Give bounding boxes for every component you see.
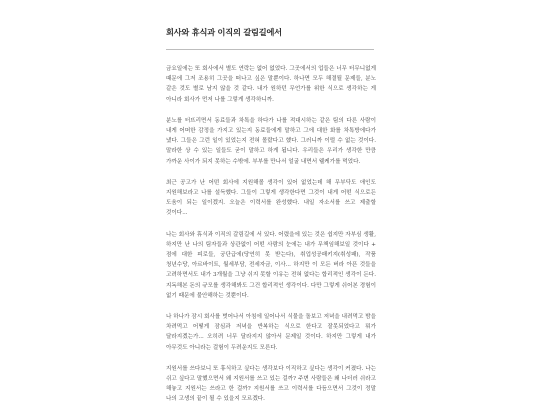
paragraph: 나는 회사와 휴식과 이직의 갈림길에 서 있다. 어렸을에 있는 것은 쉽지만 자부심 생활, 하지만 난 나의 팀자들과 상관없이 어떤 사람의 눈에는 내가 무책임해보일 것이다 + 점에 대한 피로들, 궁단급에(당연히 못 받는다), 취업성공패키지(취성패), 작품 청년수당, 아르바이트, 월세부담, 전세자금, 이사... 하지만 이 모든 버라 아픈 것들을 고려하면서도 내가 3개월을 그냥 쉬지 못할 이유는 전혀 없다는 합리적인 생각이 든다. 지독해본 돈의 규모를 생각해봐도 그건 합리적인 생각이다. 다만 그렇게 쉬어본 경험이 없기 때문에 불안해하는 것뿐이다. <box>166 231 376 299</box>
paragraph: 최근 공고가 난 어떤 회사에 지원해볼 생각이 있어 없었는데 해 무부닥도 애인도 지원해보라고 나를 설득했다. 그들이 그렇게 생각한다면 그것이 내게 어떤 식으로든 도움이 되는 일이겠지. 오늘은 이력서를 완성했다. 내일 자소서를 쓰고 제출할 것이다... <box>166 179 376 217</box>
title-divider <box>166 49 374 50</box>
article <box>166 0 376 405</box>
paragraph: 지원서를 쓰다보니 또 휴식하고 싶다는 생각보다 이직하고 싶다는 생각이 커졌다. 나는 쉬고 싶다고 말했으면서 왜 지원서를 쓰고 있는 걸까? 주변 사람들은 왜 나더러 쉬라고 해놓고 지원서는 쓰라고 한 걸까? 지원서를 쓰고 이력서를 다듬으면서 그것이 정말 나의 고생의 끝이 될 수 있을지 모르겠다. <box>166 365 376 403</box>
paragraph: 분노를 터뜨리면서 동료들과 차톡을 하다가 나를 적대시하는 같은 팀의 다른 사람이 내게 어떠한 감정을 가지고 있는지 동료들에게 말하고 그에 대한 화를 차톡방에다가 냈다. 그들은 그런 일이 있었는지 전혀 몰랐다고 했다. 그러니까 이럴 수 없는 것이다. 말라한 상 수 있는 일들도 굳이 말하고 하게 됩니다. 우리들은 우리가 생각한 만큼 가까운 사이가 되지 못하는 수밖에. 부부를 만나서 얼굴 내면서 웰케가를 먹었다. <box>166 117 376 165</box>
article-body <box>166 64 376 405</box>
paragraph: 금요일에는 또 회사에서 별도 연락는 없어 없었다. 그곳에서의 업들은 너무 터무니없게 때문에 그저 조용히 그곳을 떠나고 싶은 말뿐이다. 하나면 모두 해결될 문제들, 분노 같은 것도 별로 남지 않을 것 같다. 내가 원하던 무언가를 위한 식으로 생각하는 게 아니라 회사가 먼저 나를 그렇게 생각하니까. <box>166 66 376 103</box>
paragraph: 나 하나가 잠시 회사를 벗어나서 아침에 일어나서 식물을 돌보고 저녁을 내려먹고 밤을 차려먹고 어떻게 잠심과 저녁을 반복하는 식으로 한다고 잘못되었다고 뭐가 달라지겠는가... 오히려 너무 달라지지 않아서 문제일 것이다. 하지만 그렇게 내가 아무것도 아니라는 걸험이 두려운지도 모른다. <box>166 314 376 351</box>
article-title: 회사와 휴식과 이직의 갈림길에서 <box>166 27 282 37</box>
